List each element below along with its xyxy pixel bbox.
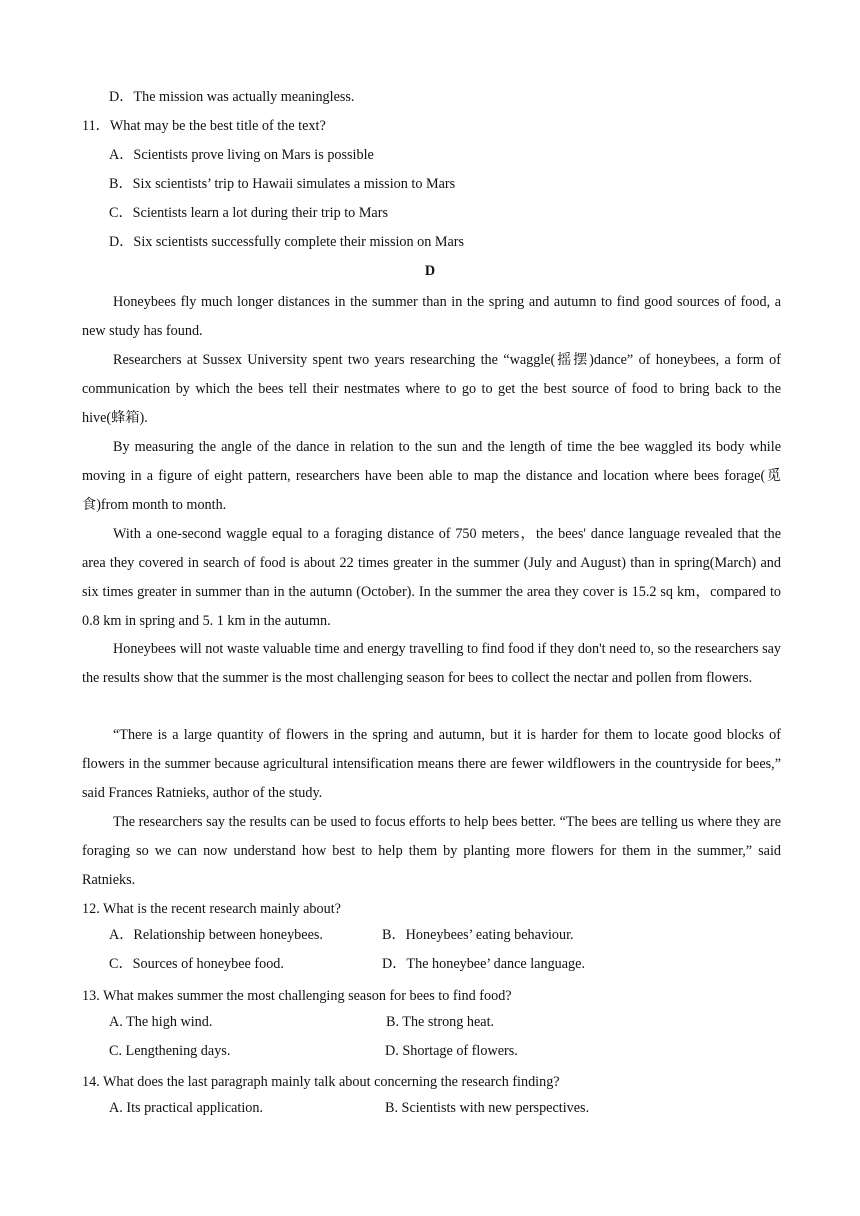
q11-stem: 11．What may be the best title of the text? <box>82 118 326 134</box>
q13-option-c: C. Lengthening days. <box>109 1043 231 1059</box>
q12-stem: 12. What is the recent research mainly about? <box>82 901 341 917</box>
q11-option-d: D．Six scientists successfully complete their mission on Mars <box>109 234 465 250</box>
q12-option-a: A．Relationship between honeybees. <box>109 927 323 943</box>
q12-option-d: D．The honeybee’ dance language. <box>382 956 585 972</box>
passage-paragraph-3: By measuring the angle of the dance in relation to the sun and the length of time the bee waggled its body while moving in a figure of eight pattern, researchers have been able to map the distance and location where bees forage(觅食)from month to month. <box>82 439 781 513</box>
passage-paragraph-7: The researchers say the results can be used to focus efforts to help bees better. “The bees are telling us where they are foraging so we can now understand how best to help them by planting more flowers for them in the summer,” said Ratnieks. <box>82 814 781 888</box>
q12-option-b: B．Honeybees’ eating behaviour. <box>382 927 574 943</box>
section-heading: D <box>424 263 436 279</box>
q14-stem: 14. What does the last paragraph mainly talk about concerning the research finding? <box>82 1074 560 1090</box>
q14-option-a: A. Its practical application. <box>109 1100 264 1116</box>
q13-option-a: A. The high wind. <box>109 1014 213 1030</box>
q13-option-b: B. The strong heat. <box>386 1014 495 1030</box>
q10-option-d: D．The mission was actually meaningless. <box>109 89 355 105</box>
passage-paragraph-1: Honeybees fly much longer distances in the summer than in the spring and autumn to find good sources of food, a new study has found. <box>82 294 781 339</box>
passage-paragraph-4: With a one-second waggle equal to a foraging distance of 750 meters，the bees' dance language revealed that the area they covered in search of food is about 22 times greater in the summer (July and August) than in spring(March) and six times greater in summer than in the autumn (October). In the summer the area they cover is 15.2 sq km，compared to 0.8 km in spring and 5. 1 km in the autumn. <box>82 526 781 629</box>
q12-option-c: C．Sources of honeybee food. <box>109 956 284 972</box>
passage-paragraph-5: Honeybees will not waste valuable time and energy travelling to find food if they don't need to, so the researchers say the results show that the summer is the most challenging season for bees to collect the nectar and pollen from flowers. <box>82 641 781 686</box>
q11-option-a: A．Scientists prove living on Mars is possible <box>109 147 374 163</box>
q13-stem: 13. What makes summer the most challenging season for bees to find food? <box>82 988 512 1004</box>
q14-option-b: B. Scientists with new perspectives. <box>385 1100 590 1116</box>
passage-paragraph-6: “There is a large quantity of flowers in the spring and autumn, but it is harder for them to locate good blocks of flowers in the summer because agricultural intensification means there are fewer wildflowers in the countryside for bees,” said Frances Ratnieks, author of the study. <box>82 727 781 801</box>
q11-option-c: C．Scientists learn a lot during their trip to Mars <box>109 205 388 221</box>
q13-option-d: D. Shortage of flowers. <box>385 1043 518 1059</box>
passage-paragraph-2: Researchers at Sussex University spent two years researching the “waggle(摇摆)dance” of honeybees, a form of communication by which the bees tell their nestmates where to go to get the best source of food to bring back to the hive(蜂箱). <box>82 352 781 426</box>
q11-option-b: B．Six scientists’ trip to Hawaii simulates a mission to Mars <box>109 176 456 192</box>
